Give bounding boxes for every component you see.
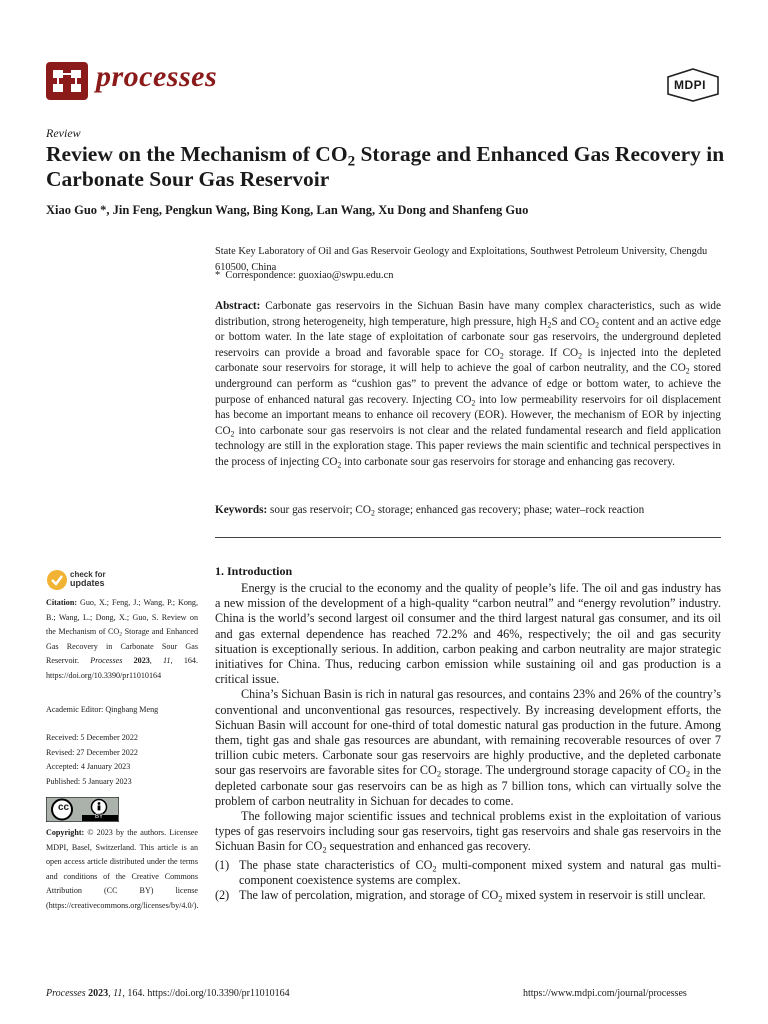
journal-name: processes <box>96 60 218 93</box>
divider <box>215 537 721 538</box>
author-list: Xiao Guo *, Jin Feng, Pengkun Wang, Bing Kong, Lan Wang, Xu Dong and Shanfeng Guo <box>46 203 529 217</box>
abstract-text: storage. If CO <box>503 346 579 359</box>
section-title: 1. Introduction <box>215 564 293 578</box>
list-text: multi-component mixed system and natural gas multi-component coexistence systems are complex. <box>239 857 721 887</box>
paragraph-text: China’s Sichuan Basin is rich in natural gas resources, and contains 23% and 26% of the country’s conventional and unconventional gas resources, respectively. By increasing development efforts, the Sichuan Basin will account for one-third of total domestic natural gas production in the future. Among them, tight gas and shale gas resources are abundant, with remaining recoverable resources of over 7 trillion cubic meters. Carbonate sour gas reservoirs are highly productive, and the depleted carbonate sour gas reservoirs are favorable sites for CO <box>215 687 721 778</box>
citation-year: 2023 <box>122 656 150 666</box>
affiliation: State Key Laboratory of Oil and Gas Reservoir Geology and Exploitations, Southwest Petroleum University, Chengdu 610500, China <box>215 246 708 273</box>
title-part2: Storage and Enhanced Gas Recovery in Carbonate Sour Gas Reservoir <box>46 142 725 191</box>
subscript: 2 <box>471 397 476 407</box>
footer-volume: , 11 <box>108 988 123 999</box>
title-part1: Review on the Mechanism of CO <box>46 142 348 166</box>
paragraph-text: sequestration and enhanced gas recovery. <box>326 839 531 854</box>
footer-doi-link[interactable]: , 164. https://doi.org/10.3390/pr11010164 <box>122 988 290 999</box>
abstract-text: is injected into the depleted carbonate sour reservoirs for storage, it will help to achieve the goal of carbon neutrality, and the CO <box>215 346 721 375</box>
check-updates-icon <box>46 569 68 591</box>
copyright-label: Copyright: <box>46 828 85 837</box>
list-number: (1) <box>215 857 230 872</box>
citation-block <box>46 596 198 684</box>
article-type: Review <box>46 126 81 140</box>
list-text: The law of percolation, migration, and storage of CO <box>239 888 499 903</box>
subscript: 2 <box>432 863 437 874</box>
title-subscript: 2 <box>347 153 356 170</box>
citation-doi[interactable]: , 164. https://doi.org/10.3390/pr11010164 <box>46 656 198 680</box>
paragraph: Energy is the crucial to the economy and the quality of people’s life. The oil and gas industry has a new mission of the development of a high-quality “carbon neutral” and “energy revolution” industry. China is the world’s second largest oil consumer and the third largest natural gas consumer, and its oil and gas external dependence has reached 72.2% and 46%, respectively; the oil and gas security situation is exceptionally serious. In addition, carbon peaking and carbon neutrality are major strategic initiatives for China. Thus, reducing carbon emission while sustaining oil and gas production is a critical issue. <box>215 581 721 687</box>
keywords <box>215 503 721 519</box>
check-updates-line1: check for <box>70 570 106 579</box>
list-text: The phase state characteristics of CO <box>239 857 433 872</box>
copyright-text: © 2023 by the authors. Licensee MDPI, Basel, Switzerland. This article is an open access article distributed under the terms and conditions of the Creative Commons Attribution (CC BY) license (https://creativecommons.org/licenses/by/4.0/). <box>46 828 199 910</box>
list-text: mixed system in reservoir is still unclear. <box>502 888 706 903</box>
abstract-text: stored underground can perform as “cushion gas” to prevent the advance of edge or bottom water, to achieve the purpose of enhanced natural gas recovery. Injecting CO <box>215 362 722 406</box>
abstract <box>215 299 721 471</box>
cc-by-label: BY <box>95 814 104 820</box>
cc-by-icon <box>46 797 119 822</box>
check-updates-line2: updates <box>70 578 105 588</box>
cc-by-license-badge[interactable] <box>46 797 119 822</box>
accepted-date: Accepted: 4 January 2023 <box>46 762 131 772</box>
copyright-notice <box>46 826 198 914</box>
subscript: 2 <box>578 351 583 361</box>
subscript: 2 <box>595 319 600 329</box>
check-updates-text <box>70 570 106 588</box>
issue-list <box>215 858 721 904</box>
subscript: 2 <box>230 429 235 439</box>
paragraph-text: storage. The underground storage capacity of CO <box>441 763 686 778</box>
section-body <box>215 581 721 903</box>
subscript: 2 <box>685 366 690 376</box>
correspondence <box>215 268 720 284</box>
subscript: 2 <box>685 768 691 779</box>
list-number: (2) <box>215 888 230 903</box>
subscript: 2 <box>322 845 327 855</box>
paragraph-text: The following major scientific issues and technical problems exist in the exploitation of various types of gas reservoirs including sour gas reservoirs, tight gas reservoirs and shale gas reservoirs in the Sichuan Basin for CO <box>215 809 721 854</box>
correspondence-email[interactable]: Correspondence: guoxiao@swpu.edu.cn <box>225 270 394 281</box>
subscript: 2 <box>370 508 375 518</box>
citation-text: Guo, X.; Feng, J.; Wang, P.; Kong, B.; Wang, L.; Dong, X.; Guo, S. Review on the Mechanism of CO <box>46 598 198 637</box>
abstract-text: into carbonate sour gas reservoirs is not clear and the related fundamental research and field application technology are still in the exploration stage. This paper reviews the main scientific and technical perspectives in the process of injecting CO <box>215 424 721 468</box>
cc-mark: cc <box>58 802 70 813</box>
citation-text: Storage and Enhanced Gas Recovery in Carbonate Sour Gas Reservoir. <box>46 627 198 666</box>
subscript: 2 <box>499 351 504 361</box>
paragraph <box>215 809 721 855</box>
abstract-text: into carbonate sour gas reservoirs for storage and enhancing gas recovery. <box>341 455 675 468</box>
correspondence-marker: * <box>215 270 221 281</box>
subscript: 2 <box>547 319 552 329</box>
article-title <box>46 142 726 192</box>
citation-volume: , 11 <box>149 656 171 666</box>
footer-journal-url[interactable]: https://www.mdpi.com/journal/processes <box>523 988 687 999</box>
subscript: 2 <box>119 631 123 638</box>
paragraph <box>215 687 721 809</box>
footer-citation <box>46 988 290 999</box>
check-for-updates-button[interactable] <box>46 569 126 593</box>
list-item <box>215 858 721 888</box>
abstract-text: Carbonate gas reservoirs in the Sichuan Basin have many complex characteristics, such as wide distribution, strong heterogeneity, high temperature, high pressure, high H <box>215 300 721 328</box>
subscript: 2 <box>498 893 503 904</box>
subscript: 2 <box>337 460 342 470</box>
abstract-text: S and CO <box>551 315 596 328</box>
mdpi-logo <box>666 68 720 102</box>
keywords-label: Keywords: <box>215 504 268 516</box>
published-date: Published: 5 January 2023 <box>46 776 132 786</box>
abstract-label: Abstract: <box>215 300 261 312</box>
footer-year: 2023 <box>85 988 109 999</box>
subscript: 2 <box>436 768 442 779</box>
mdpi-badge-text: MDPI <box>674 78 706 92</box>
paragraph-text: in the depleted carbonate sour gas reservoirs can be as high as 7 billion tons, which can virtually solve the problem of carbon neutrality in Sichuan for decades to come. <box>215 763 721 808</box>
abstract-text: content and an active edge or bottom water. In the late stage of exploitation of carbonate sour gas reservoirs, the underground depleted reservoirs can provide a broad and favorable space for CO <box>215 315 722 359</box>
journal-logo-icon <box>46 62 88 100</box>
citation-label: Citation: <box>46 598 78 607</box>
abstract-text: into low permeability reservoirs for oil displacement has become an important means to enhance oil recovery (EOR). However, the mechanism of EOR by injecting CO <box>215 393 721 437</box>
revised-date: Revised: 27 December 2022 <box>46 747 138 757</box>
received-date: Received: 5 December 2022 <box>46 733 138 742</box>
footer-journal: Processes <box>46 988 86 999</box>
academic-editor: Academic Editor: Qingbang Meng <box>46 705 159 714</box>
citation-journal: Processes <box>90 656 123 666</box>
keywords-text: sour gas reservoir; CO <box>267 504 371 516</box>
keywords-text: storage; enhanced gas recovery; phase; water–rock reaction <box>374 504 645 516</box>
list-item <box>215 888 721 903</box>
publication-dates <box>46 731 198 789</box>
